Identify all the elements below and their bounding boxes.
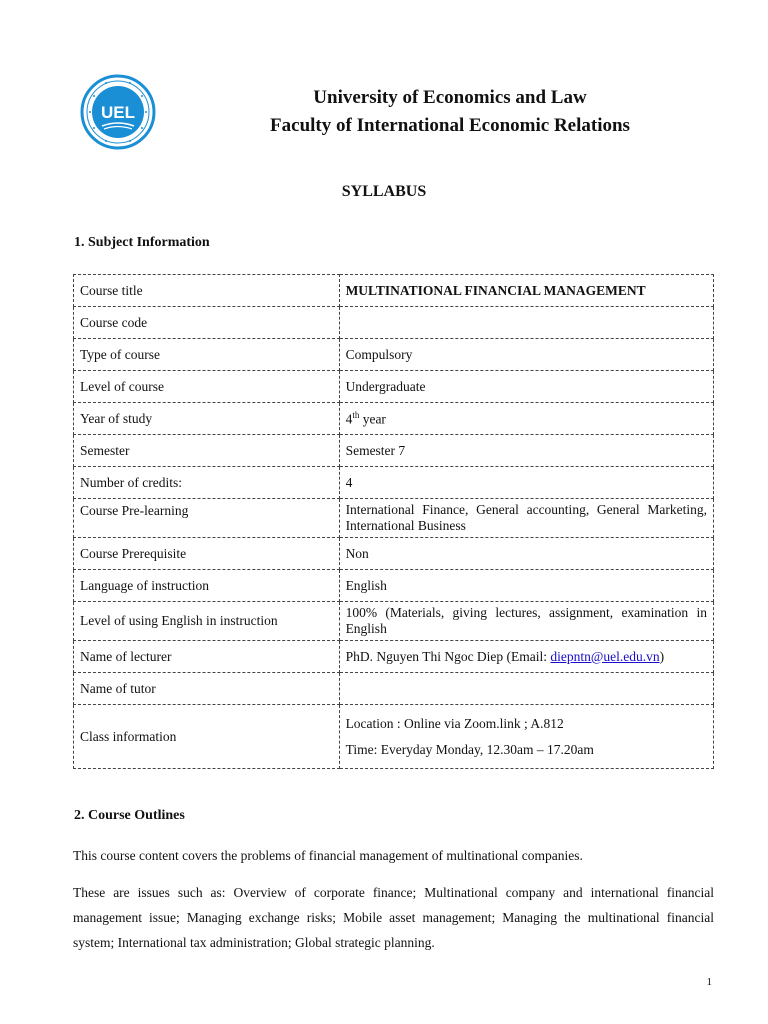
table-row <box>74 641 714 673</box>
table-row <box>74 467 714 499</box>
institution-header <box>190 84 710 140</box>
faculty-name: Faculty of International Economic Relations <box>270 115 630 136</box>
table-row <box>74 403 714 435</box>
credits-value: 4 <box>339 467 713 499</box>
row-label: Year of study <box>74 403 340 435</box>
course-outline-detail: These are issues such as: Overview of corporate finance; Multinational company and international financial management issue; Managing exchange risks; Mobile asset management; Managing the multinational financial system; International tax administration; Global strategic planning. <box>73 885 714 950</box>
page-number: 1 <box>706 976 712 988</box>
lecturer-value <box>339 641 713 673</box>
table-row <box>74 570 714 602</box>
table-row <box>74 538 714 570</box>
course-outline-intro: This course content covers the problems of financial management of multinational companies. <box>73 848 583 863</box>
table-row <box>74 705 714 769</box>
lecturer-suffix: ) <box>659 648 665 664</box>
section-2-heading: 2. Course Outlines <box>74 808 185 823</box>
table-row <box>74 602 714 641</box>
tutor-value <box>339 673 713 705</box>
university-name: University of Economics and Law <box>313 87 587 108</box>
table-row <box>74 435 714 467</box>
table-row <box>74 339 714 371</box>
row-label: Semester <box>74 435 340 467</box>
row-label: Course Prerequisite <box>74 538 340 570</box>
row-label: Name of tutor <box>74 673 340 705</box>
row-label: Name of lecturer <box>74 641 340 673</box>
row-label: Class information <box>74 705 340 769</box>
class-location: Location : Online via Zoom.link ; A.812 <box>345 715 564 731</box>
prerequisite-value: Non <box>339 538 713 570</box>
year-ordinal-suffix: th <box>352 409 360 420</box>
section-1-heading: 1. Subject Information <box>74 235 210 250</box>
course-title-value: MULTINATIONAL FINANCIAL MANAGEMENT <box>339 275 713 307</box>
table-row <box>74 307 714 339</box>
year-number: 4 <box>345 411 353 427</box>
class-time: Time: Everyday Monday, 12.30am – 17.20am <box>345 741 594 757</box>
semester-value: Semester 7 <box>339 435 713 467</box>
row-label: Course code <box>74 307 340 339</box>
table-row <box>74 499 714 538</box>
svg-text:UEL: UEL <box>101 103 135 122</box>
english-level-value: 100% (Materials, giving lectures, assignment, examination in English <box>339 602 713 641</box>
year-word: year <box>359 411 386 427</box>
row-label: Language of instruction <box>74 570 340 602</box>
subject-info-table <box>73 274 714 769</box>
row-label: Number of credits: <box>74 467 340 499</box>
row-label: Level of using English in instruction <box>74 602 340 641</box>
year-of-study-value <box>339 403 713 435</box>
course-level-value: Undergraduate <box>339 371 713 403</box>
lecturer-email-link[interactable]: diepntn@uel.edu.vn <box>550 648 660 664</box>
table-row <box>74 275 714 307</box>
course-type-value: Compulsory <box>339 339 713 371</box>
lecturer-name: PhD. Nguyen Thi Ngoc Diep (Email: <box>345 648 551 664</box>
table-row <box>74 371 714 403</box>
row-label: Course title <box>74 275 340 307</box>
row-label: Course Pre-learning <box>74 499 340 538</box>
class-info-value <box>339 705 713 769</box>
table-row <box>74 673 714 705</box>
row-label: Level of course <box>74 371 340 403</box>
pre-learning-value: International Finance, General accounting, General Marketing, International Business <box>339 499 713 538</box>
university-logo <box>80 74 156 150</box>
row-label: Type of course <box>74 339 340 371</box>
language-value: English <box>339 570 713 602</box>
course-code-value <box>339 307 713 339</box>
document-title: SYLLABUS <box>341 183 427 200</box>
